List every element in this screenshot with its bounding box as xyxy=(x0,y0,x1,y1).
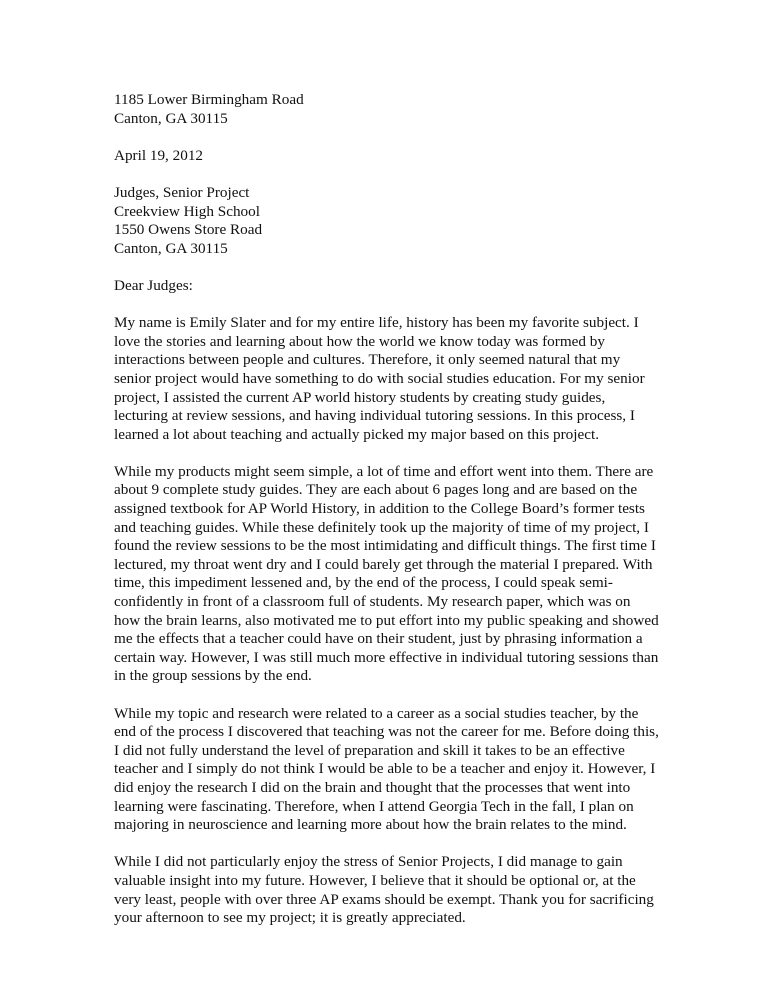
paragraph-line: learning were fascinating. Therefore, when I attend Georgia Tech in the fall, I plan on xyxy=(114,797,634,815)
paragraph-line: lecturing at review sessions, and having individual tutoring sessions. In this process, I xyxy=(114,407,635,425)
date-text: April 19, 2012 xyxy=(114,146,204,164)
paragraph-line: confidently in front of a classroom full of students. My research paper, which was on xyxy=(114,593,631,611)
recipient-address xyxy=(114,184,662,258)
salutation-text: Dear Judges: xyxy=(114,276,193,294)
letter-body xyxy=(114,91,662,946)
paragraph-line: valuable insight into my future. However, I believe that it should be optional or, at the xyxy=(114,871,636,889)
body-paragraph-3 xyxy=(114,705,662,835)
paragraph-line: While I did not particularly enjoy the stress of Senior Projects, I did manage to gain xyxy=(114,853,623,871)
recipient-address-line: Canton, GA 30115 xyxy=(114,239,228,257)
body-paragraph-2 xyxy=(114,463,662,686)
paragraph-line: found the review sessions to be the most intimidating and difficult things. The first time I xyxy=(114,537,656,555)
recipient-address-line: Judges, Senior Project xyxy=(114,183,250,201)
paragraph-line: love the stories and learning about how the world we know today was formed by xyxy=(114,332,605,350)
paragraph-line: While my products might seem simple, a lot of time and effort went into them. There are xyxy=(114,462,654,480)
paragraph-line: While my topic and research were related to a career as a social studies teacher, by the xyxy=(114,704,639,722)
paragraph-line: interactions between people and cultures. Therefore, it only seemed natural that my xyxy=(114,351,621,369)
paragraph-line: project, I assisted the current AP world history students by creating study guides, xyxy=(114,388,606,406)
paragraph-line: My name is Emily Slater and for my entire life, history has been my favorite subject. I xyxy=(114,314,639,332)
paragraph-line: lectured, my throat went dry and I could barely get through the material I prepared. With xyxy=(114,555,653,573)
paragraph-line: certain way. However, I was still much more effective in individual tutoring sessions than xyxy=(114,648,659,666)
paragraph-line: me the effects that a teacher could have on their student, just by phrasing information a xyxy=(114,630,643,648)
paragraph-line: in the group sessions by the end. xyxy=(114,667,312,685)
salutation xyxy=(114,277,662,296)
recipient-address-line: Creekview High School xyxy=(114,202,260,220)
paragraph-line: I did not fully understand the level of preparation and skill it takes to be an effective xyxy=(114,741,625,759)
paragraph-line: teacher and I simply do not think I would be able to be a teacher and enjoy it. However, I xyxy=(114,760,656,778)
paragraph-line: and teaching guides. While these definitely took up the majority of time of my project, I xyxy=(114,518,649,536)
body-paragraph-1 xyxy=(114,314,662,444)
paragraph-line: did enjoy the research I did on the brain and thought that the processes that went into xyxy=(114,778,631,796)
body-paragraph-4 xyxy=(114,853,662,927)
paragraph-line: end of the process I discovered that teaching was not the career for me. Before doing this, xyxy=(114,723,659,741)
paragraph-line: assigned textbook for AP World History, in addition to the College Board’s former tests xyxy=(114,500,645,518)
paragraph-line: how the brain learns, also motivated me to put effort into my public speaking and showed xyxy=(114,611,659,629)
paragraph-line: your afternoon to see my project; it is greatly appreciated. xyxy=(114,909,466,927)
letter-date xyxy=(114,147,662,166)
recipient-address-line: 1550 Owens Store Road xyxy=(114,221,263,239)
paragraph-line: time, this impediment lessened and, by the end of the process, I could speak semi- xyxy=(114,574,613,592)
sender-address xyxy=(114,91,662,128)
paragraph-line: learned a lot about teaching and actually picked my major based on this project. xyxy=(114,425,599,443)
paragraph-line: about 9 complete study guides. They are each about 6 pages long and are based on the xyxy=(114,481,638,499)
sender-address-line: Canton, GA 30115 xyxy=(114,109,228,127)
sender-address-line: 1185 Lower Birmingham Road xyxy=(114,91,304,108)
paragraph-line: very least, people with over three AP exams should be exempt. Thank you for sacrificing xyxy=(114,890,654,908)
paragraph-line: senior project would have something to do with social studies education. For my senior xyxy=(114,369,645,387)
paragraph-line: majoring in neuroscience and learning more about how the brain relates to the mind. xyxy=(114,816,627,834)
